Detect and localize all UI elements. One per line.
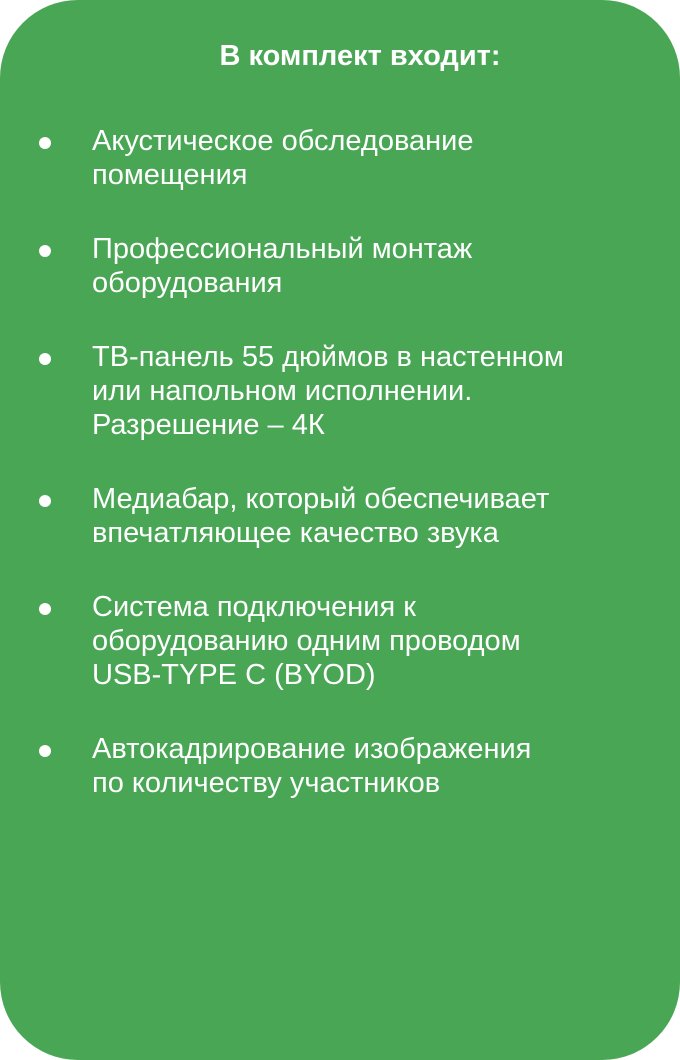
bullet-icon <box>39 245 51 257</box>
list-item-text: Акустическое обследование помещения <box>92 125 474 191</box>
list-item-text: ТВ-панель 55 дюймов в настенном или напольном исполнении. Разрешение – 4К <box>92 341 564 441</box>
card-title: В комплект входит: <box>219 40 501 72</box>
list-item <box>0 590 680 692</box>
list-item-text: Профессиональный монтаж оборудования <box>92 233 473 299</box>
list-item <box>0 124 680 192</box>
list-item <box>0 340 680 442</box>
list-item-text: Автокадрирование изображения по количеству участников <box>92 733 532 799</box>
bullet-icon <box>39 495 51 507</box>
list-item <box>0 232 680 300</box>
bullet-icon <box>39 137 51 149</box>
list-item-text: Медиабар, который обеспечивает впечатляющее качество звука <box>92 483 550 549</box>
bullet-icon <box>39 745 51 757</box>
bullet-icon <box>39 603 51 615</box>
list-item <box>0 732 680 800</box>
feature-list <box>0 124 680 840</box>
list-item-text: Система подключения к оборудованию одним проводом USB-TYPE C (BYOD) <box>92 591 521 691</box>
list-item <box>0 482 680 550</box>
bullet-icon <box>39 353 51 365</box>
